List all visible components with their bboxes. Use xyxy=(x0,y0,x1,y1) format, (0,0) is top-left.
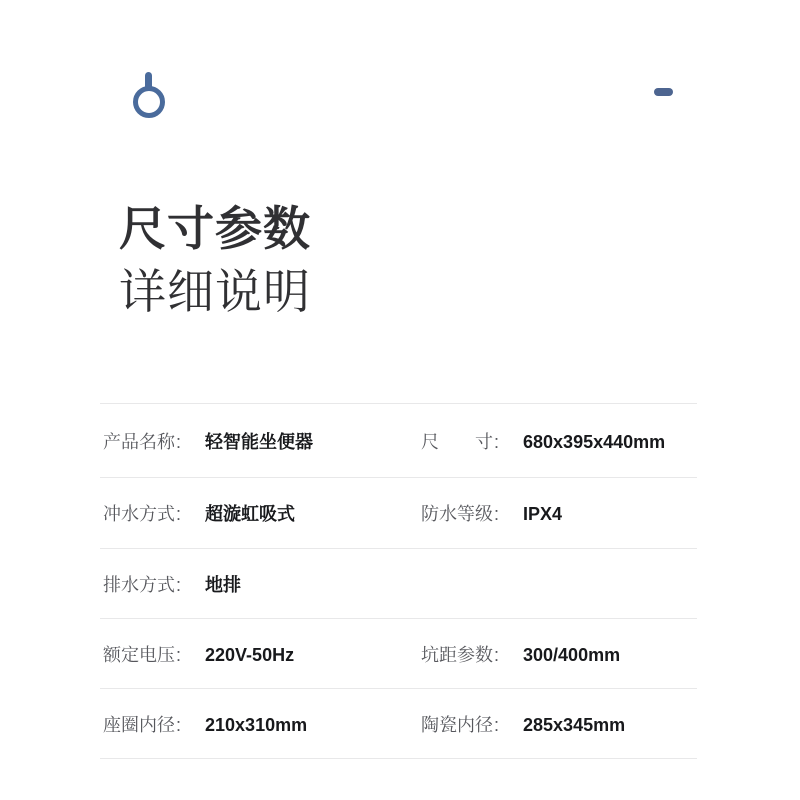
spec-row xyxy=(100,478,697,549)
spec-label: 坑距参数 xyxy=(421,644,493,665)
spec-colon: : xyxy=(176,574,182,595)
spec-cell xyxy=(103,641,421,667)
page-title-line1: 尺寸参数 xyxy=(119,202,311,255)
spec-value: 210x310mm xyxy=(205,714,308,735)
spec-label: 防水等级 xyxy=(421,504,493,524)
spec-label: 冲水方式 xyxy=(103,504,175,524)
spec-colon: : xyxy=(494,431,500,452)
spec-colon: : xyxy=(494,714,500,735)
spec-colon: : xyxy=(176,504,182,524)
spec-label: 产品名称 xyxy=(103,431,175,452)
spec-label: 座圈内径 xyxy=(103,714,175,735)
spec-value: 680x395x440mm xyxy=(523,431,666,452)
spec-cell xyxy=(103,500,421,526)
spec-label: 尺寸 xyxy=(421,431,493,452)
spec-label: 额定电压 xyxy=(103,644,175,665)
spec-cell xyxy=(421,500,697,526)
spec-colon: : xyxy=(494,504,500,524)
spec-value: 超漩虹吸式 xyxy=(205,504,296,524)
spec-value: 220V-50Hz xyxy=(205,644,295,665)
spec-row xyxy=(100,619,697,689)
spec-colon: : xyxy=(176,431,182,452)
spec-value: 300/400mm xyxy=(523,644,621,665)
spec-cell xyxy=(421,641,697,667)
spec-value: 地排 xyxy=(205,574,242,595)
spec-label: 排水方式 xyxy=(103,574,175,595)
spec-row xyxy=(100,404,697,478)
logo-ring-shape xyxy=(133,86,165,118)
spec-row xyxy=(100,549,697,619)
spec-cell xyxy=(421,711,697,737)
page-title-line2: 详细说明 xyxy=(119,265,311,318)
spec-cell xyxy=(421,428,697,454)
spec-row xyxy=(100,689,697,759)
spec-colon: : xyxy=(176,714,182,735)
brand-logo-icon xyxy=(132,72,168,120)
spec-label: 陶瓷内径 xyxy=(421,714,493,735)
spec-value: 轻智能坐便器 xyxy=(205,431,314,452)
minus-dash-icon xyxy=(654,88,673,96)
spec-value: 285x345mm xyxy=(523,714,626,735)
spec-value: IPX4 xyxy=(523,504,563,524)
spec-cell xyxy=(103,428,421,454)
page-title xyxy=(119,197,311,323)
spec-colon: : xyxy=(494,644,500,665)
spec-cell xyxy=(103,571,421,597)
spec-table xyxy=(100,403,697,759)
spec-cell xyxy=(103,711,421,737)
spec-colon: : xyxy=(176,644,182,665)
